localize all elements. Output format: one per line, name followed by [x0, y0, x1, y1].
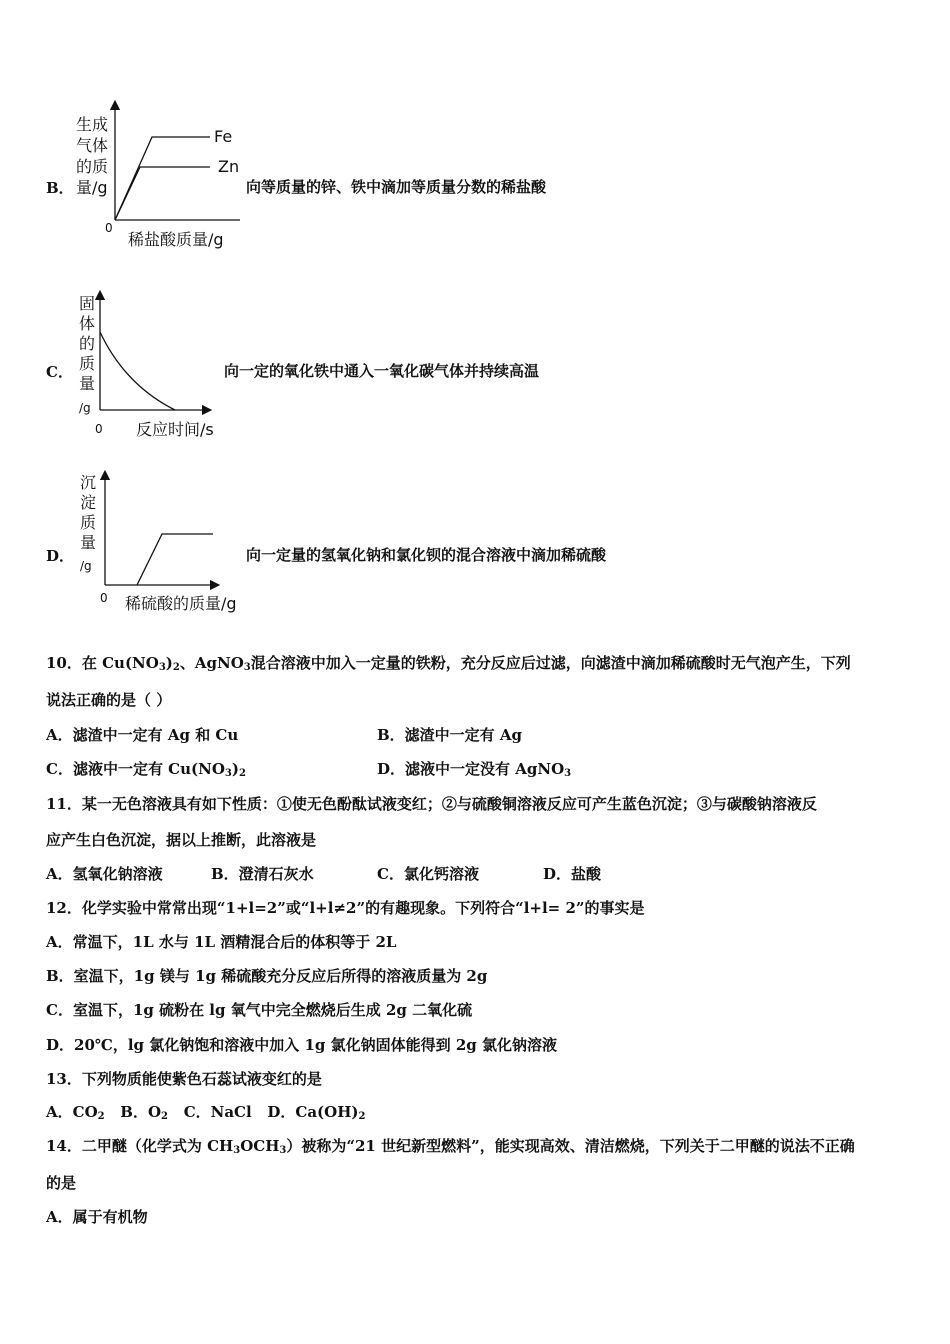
option-b-description: 向等质量的锌、铁中滴加等质量分数的稀盐酸	[246, 178, 547, 196]
graph-d-line	[137, 534, 213, 585]
q11-option-c[interactable]: C．氯化钙溶液	[377, 865, 479, 883]
graph-c-y-label-6: /g	[79, 401, 91, 415]
graph-b-zn-line	[115, 167, 210, 220]
q13-option-c[interactable]: C．NaCl	[183, 1103, 252, 1121]
graph-c-y-label-5: 量	[79, 374, 96, 393]
graph-d-y-label-4: 量	[80, 533, 97, 552]
q10-option-c[interactable]: C．滤液中一定有 $Cu(NO_3)_2$	[46, 760, 246, 779]
q11-option-a[interactable]: A．氢氧化钠溶液	[46, 865, 163, 883]
graph-c-y-label-2: 体	[79, 314, 96, 333]
q10-stem-line1: 10．在 $Cu(NO_3)_2$、AgNO$_3$混合溶液中加入一定量的铁粉，充分反应后过滤，向滤渣中滴加稀硫酸时无气泡产生，下列	[46, 654, 851, 673]
q10-option-d[interactable]: D．滤液中一定没有 AgNO$_3$	[377, 760, 572, 779]
q10-option-a[interactable]: A．滤渣中一定有 Ag 和 Cu	[46, 726, 239, 744]
graph-b-y-label-3: 的质	[76, 157, 109, 176]
q13-option-a[interactable]: A．$CO_2$	[46, 1103, 105, 1122]
q11-option-d[interactable]: D．盐酸	[543, 865, 602, 883]
q14-stem-line2: 的是	[46, 1174, 77, 1192]
graph-b-x-label: 稀盐酸质量/g	[128, 230, 224, 249]
q10-stem-line2: 说法正确的是（ ）	[46, 691, 172, 709]
graph-c-x-label: 反应时间/s	[136, 420, 214, 439]
graph-b-y-label-2: 气体	[76, 136, 109, 155]
option-c-label: C．	[46, 363, 73, 381]
graph-d-x-label: 稀硫酸的质量/g	[125, 594, 237, 613]
q14-stem-line1: 14．二甲醚（化学式为 $CH_3OCH_3$）被称为“21 世纪新型燃料”，能实现高效、清洁燃烧，下列关于二甲醚的说法不正确	[46, 1137, 855, 1156]
q12-option-c[interactable]: C．室温下，1g 硫粉在 lg 氧气中完全燃烧后生成 2g 二氧化硫	[46, 1001, 473, 1019]
option-b-label: B．	[46, 179, 74, 197]
q11-option-b[interactable]: B．澄清石灰水	[211, 865, 314, 883]
graph-c-y-label-4: 质	[79, 354, 96, 373]
graph-b-series-fe: Fe	[214, 127, 233, 146]
graph-b-y-label-4: 量/g	[76, 178, 108, 197]
graph-b-series-zn: Zn	[218, 157, 240, 176]
graph-d-y-label-5: /g	[80, 559, 92, 573]
graph-b	[70, 100, 250, 250]
graph-c-y-label-1: 固	[79, 294, 96, 313]
q12-stem: 12．化学实验中常常出现“1+l=2”或“l+l≠2”的有趣现象。下列符合“l+l= 2”的事实是	[46, 899, 645, 917]
q11-stem-line2: 应产生白色沉淀，据以上推断，此溶液是	[46, 831, 317, 849]
option-d-label: D．	[46, 547, 75, 565]
graph-c-y-label-3: 的	[79, 334, 96, 353]
graph-b-fe-line	[115, 137, 210, 220]
option-d-description: 向一定量的氢氧化钠和氯化钡的混合溶液中滴加稀硫酸	[246, 546, 607, 564]
q11-stem-line1: 11．某一无色溶液具有如下性质：①使无色酚酞试液变红；②与硫酸铜溶液反应可产生蓝色沉淀；③与碳酸钠溶液反	[46, 795, 817, 813]
graph-c-curve	[100, 332, 175, 410]
graph-d-origin: 0	[100, 591, 108, 605]
q13-stem: 13．下列物质能使紫色石蕊试液变红的是	[46, 1070, 322, 1088]
graph-d-y-label-2: 淀	[80, 493, 97, 512]
q13-options	[46, 1102, 365, 1127]
graph-b-y-label-1: 生成	[76, 115, 109, 134]
q10-option-b[interactable]: B．滤渣中一定有 Ag	[377, 726, 523, 744]
graph-c	[70, 290, 230, 440]
q14-option-a[interactable]: A．属于有机物	[46, 1208, 148, 1226]
q13-option-b[interactable]: B．$O_2$	[120, 1103, 169, 1122]
graph-b-origin: 0	[105, 221, 113, 235]
graph-c-origin: 0	[95, 422, 103, 436]
q13-option-d[interactable]: D．$Ca(OH)_2$	[267, 1103, 366, 1122]
q12-option-b[interactable]: B．室温下，1g 镁与 1g 稀硫酸充分反应后所得的溶液质量为 2g	[46, 967, 488, 985]
graph-d	[75, 470, 255, 620]
q12-option-a[interactable]: A．常温下，1L 水与 1L 酒精混合后的体积等于 2L	[46, 933, 397, 951]
q12-option-d[interactable]: D．20℃，lg 氯化钠饱和溶液中加入 1g 氯化钠固体能得到 2g 氯化钠溶液	[46, 1036, 558, 1054]
option-c-description: 向一定的氧化铁中通入一氧化碳气体并持续高温	[224, 362, 540, 380]
graph-d-y-label-1: 沉	[80, 473, 97, 492]
graph-d-y-label-3: 质	[80, 513, 97, 532]
